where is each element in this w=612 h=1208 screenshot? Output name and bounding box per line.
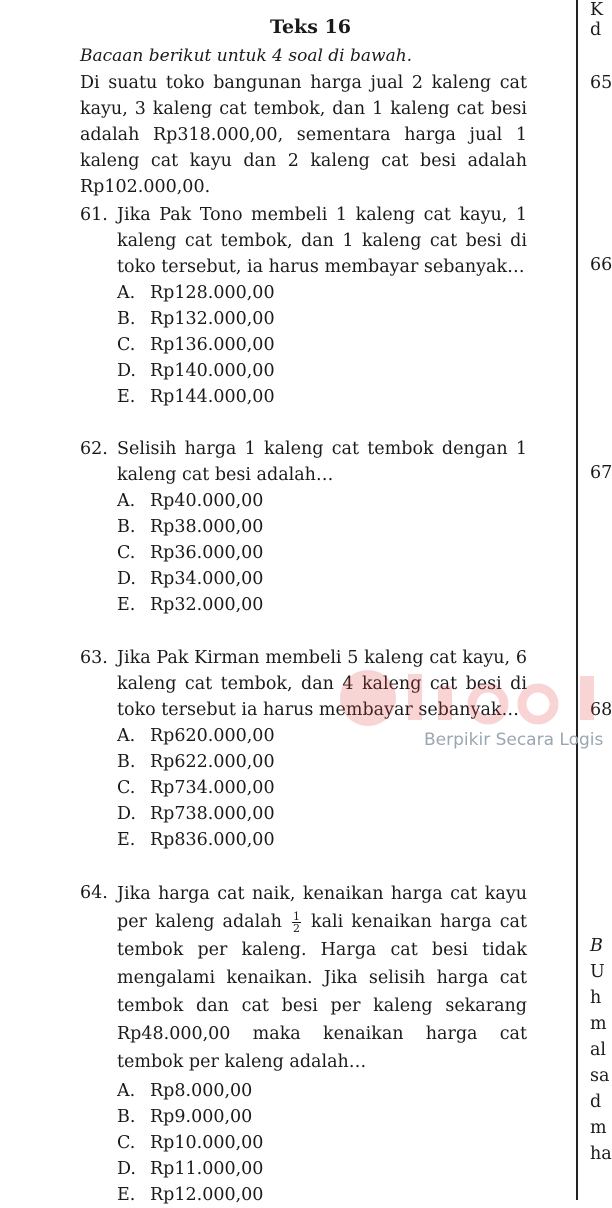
option-text: Rp738.000,00 — [150, 804, 275, 824]
option-letter: A. — [117, 726, 136, 746]
option-e[interactable] — [117, 384, 527, 410]
section-title: Teks 16 — [270, 16, 351, 38]
option-a[interactable] — [117, 1078, 527, 1104]
option-letter: C. — [117, 335, 136, 355]
option-text: Rp34.000,00 — [150, 569, 264, 589]
option-list — [117, 280, 527, 410]
option-letter: A. — [117, 491, 136, 511]
question-stem — [117, 880, 527, 1076]
option-letter: B. — [117, 517, 136, 537]
right-column-fragment: m — [590, 1014, 607, 1034]
option-list — [117, 1078, 527, 1208]
option-text: Rp140.000,00 — [150, 361, 275, 381]
option-d[interactable] — [117, 801, 527, 827]
right-column-fragment: d — [590, 1092, 602, 1112]
question-stem: Jika Pak Tono membeli 1 kaleng cat kayu, 1 kaleng cat tembok, dan 1 kaleng cat besi di toko tersebut, ia harus membayar sebanyak… — [117, 205, 527, 277]
question-stem: Selisih harga 1 kaleng cat tembok dengan 1 kaleng cat besi adalah… — [117, 439, 527, 485]
option-letter: C. — [117, 778, 136, 798]
option-text: Rp8.000,00 — [150, 1081, 253, 1101]
option-b[interactable] — [117, 1104, 527, 1130]
right-column-fragment: 67 — [590, 463, 612, 483]
option-b[interactable] — [117, 749, 527, 775]
fraction-one-half — [292, 911, 301, 934]
option-text: Rp12.000,00 — [150, 1185, 264, 1205]
right-column-fragment: K — [590, 0, 604, 20]
right-column-fragment: m — [590, 1118, 607, 1138]
option-letter: E. — [117, 1185, 136, 1205]
option-text: Rp620.000,00 — [150, 726, 275, 746]
fraction-numerator: 1 — [292, 910, 300, 923]
option-text: Rp136.000,00 — [150, 335, 275, 355]
option-letter: D. — [117, 569, 136, 589]
option-letter: B. — [117, 1107, 136, 1127]
option-letter: A. — [117, 1081, 136, 1101]
option-letter: C. — [117, 543, 136, 563]
option-text: Rp144.000,00 — [150, 387, 275, 407]
question-stem-part1: Jika harga cat naik, kenaikan harga cat kayu per kaleng adalah — [117, 884, 527, 932]
option-text: Rp10.000,00 — [150, 1133, 264, 1153]
option-letter: E. — [117, 830, 136, 850]
option-text: Rp40.000,00 — [150, 491, 264, 511]
right-column-fragment: d — [590, 20, 602, 40]
right-column-fragment: 65 — [590, 73, 612, 93]
option-c[interactable] — [117, 1130, 527, 1156]
watermark-tagline: Berpikir Secara Logis — [424, 730, 604, 750]
option-letter: B. — [117, 309, 136, 329]
option-letter: D. — [117, 1159, 136, 1179]
question-stem-part2: kali kenaikan harga cat tembok per kaleng. Harga cat besi tidak mengalami kenaikan. Jika selisih harga cat tembok dan cat besi per kaleng sekarang Rp48.000,00 maka kenaikan harga cat tembok per kaleng adalah… — [117, 912, 527, 1072]
question-stem: Jika Pak Kirman membeli 5 kaleng cat kayu, 6 kaleng cat tembok, dan 4 kaleng cat besi di toko tersebut ia harus membayar sebanyak… — [117, 648, 527, 720]
option-text: Rp128.000,00 — [150, 283, 275, 303]
option-text: Rp622.000,00 — [150, 752, 275, 772]
right-column-fragment: sa — [590, 1066, 610, 1086]
option-b[interactable] — [117, 306, 527, 332]
option-letter: B. — [117, 752, 136, 772]
option-b[interactable] — [117, 514, 527, 540]
column-divider — [576, 0, 578, 1200]
option-text: Rp734.000,00 — [150, 778, 275, 798]
option-list — [117, 488, 527, 618]
option-c[interactable] — [117, 775, 527, 801]
option-a[interactable] — [117, 280, 527, 306]
right-column-fragment: 66 — [590, 255, 612, 275]
option-d[interactable] — [117, 1156, 527, 1182]
question-number: 62. — [80, 439, 108, 459]
option-a[interactable] — [117, 488, 527, 514]
right-column-fragment: al — [590, 1040, 607, 1060]
right-column-fragment: U — [590, 962, 605, 982]
option-c[interactable] — [117, 332, 527, 358]
question-number: 64. — [80, 883, 108, 903]
fraction-denominator: 2 — [292, 922, 300, 935]
option-text: Rp38.000,00 — [150, 517, 264, 537]
option-letter: C. — [117, 1133, 136, 1153]
option-text: Rp11.000,00 — [150, 1159, 264, 1179]
option-e[interactable] — [117, 827, 527, 853]
reading-instruction: Bacaan berikut untuk 4 soal di bawah. — [80, 46, 413, 66]
option-text: Rp132.000,00 — [150, 309, 275, 329]
option-e[interactable] — [117, 1182, 527, 1208]
question-64 — [80, 880, 527, 1208]
option-text: Rp32.000,00 — [150, 595, 264, 615]
option-letter: E. — [117, 387, 136, 407]
option-text: Rp9.000,00 — [150, 1107, 253, 1127]
right-column-fragment: ha — [590, 1144, 612, 1164]
question-61 — [80, 202, 527, 410]
option-d[interactable] — [117, 566, 527, 592]
question-number: 61. — [80, 205, 108, 225]
option-letter: D. — [117, 361, 136, 381]
question-62 — [80, 436, 527, 618]
right-column-fragment: 68 — [590, 700, 612, 720]
option-e[interactable] — [117, 592, 527, 618]
option-letter: E. — [117, 595, 136, 615]
right-column-fragment: B — [590, 936, 603, 956]
reading-passage: Di suatu toko bangunan harga jual 2 kaleng cat kayu, 3 kaleng cat tembok, dan 1 kaleng cat besi adalah Rp318.000,00, sementara harga jual 1 kaleng cat kayu dan 2 kaleng cat besi adalah Rp102.000,00. — [80, 73, 527, 197]
option-text: Rp36.000,00 — [150, 543, 264, 563]
option-text: Rp836.000,00 — [150, 830, 275, 850]
option-letter: D. — [117, 804, 136, 824]
option-d[interactable] — [117, 358, 527, 384]
option-c[interactable] — [117, 540, 527, 566]
right-column-fragment: h — [590, 988, 602, 1008]
option-letter: A. — [117, 283, 136, 303]
question-number: 63. — [80, 648, 108, 668]
